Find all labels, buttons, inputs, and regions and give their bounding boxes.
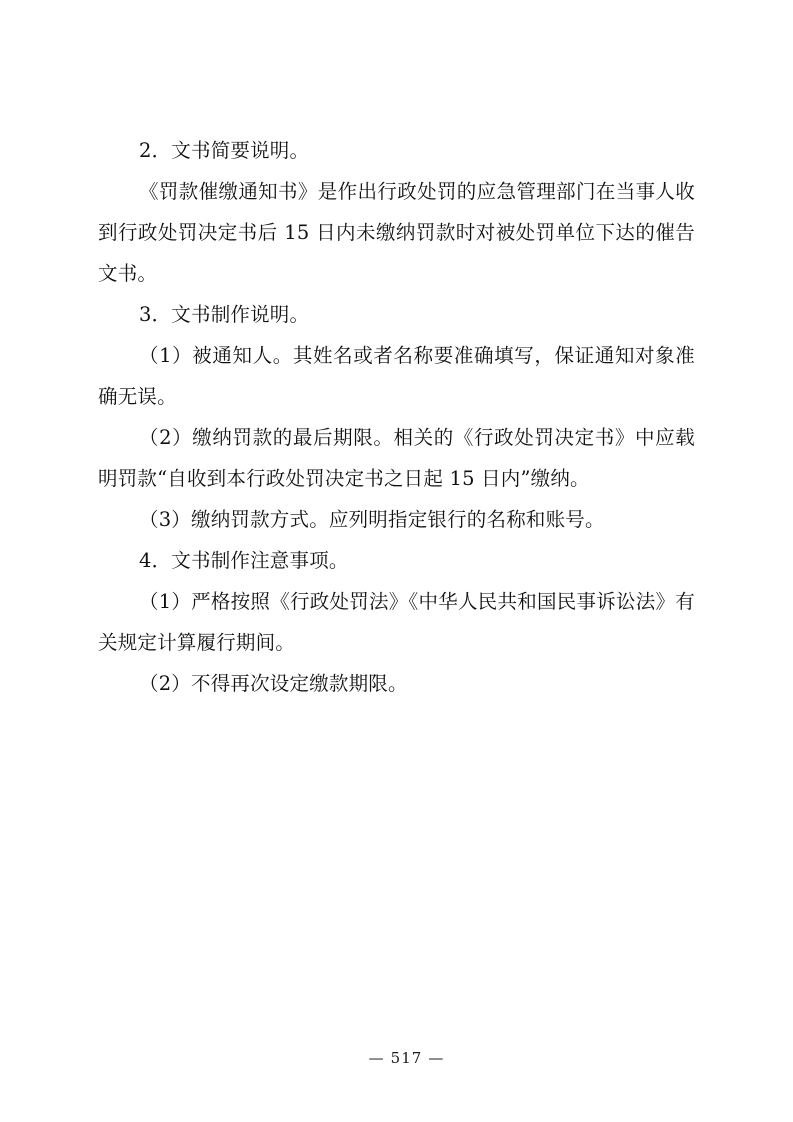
paragraph-3: 3．文书制作说明。 <box>139 303 310 326</box>
paragraph-8: （1）严格按照《行政处罚法》《中华人民共和国民事诉讼法》有关规定计算履行期间。 <box>98 590 695 654</box>
paragraph-9: （2）不得再次设定缴款期限。 <box>139 672 408 695</box>
page-footer <box>0 1049 793 1067</box>
document-body <box>98 130 695 704</box>
paragraph-5: （2）缴纳罚款的最后期限。相关的《行政处罚决定书》中应载明罚款“自收到本行政处罚决定书之日起 15 日内”缴纳。 <box>98 426 695 490</box>
paragraph-4: （1）被通知人。其姓名或者名称要准确填写，保证通知对象准确无误。 <box>98 344 695 408</box>
page-number: 517 <box>390 1049 423 1067</box>
paragraph-2: 《罚款催缴通知书》是作出行政处罚的应急管理部门在当事人收到行政处罚决定书后 15 日内未缴纳罚款时对被处罚单位下达的催告文书。 <box>98 180 695 285</box>
paragraph-6: （3）缴纳罚款方式。应列明指定银行的名称和账号。 <box>139 508 605 531</box>
footer-dash-right: — <box>428 1049 445 1067</box>
paragraph-1: 2．文书简要说明。 <box>139 139 310 162</box>
footer-dash-left: — <box>368 1049 385 1067</box>
paragraph-7: 4．文书制作注意事项。 <box>139 549 349 572</box>
